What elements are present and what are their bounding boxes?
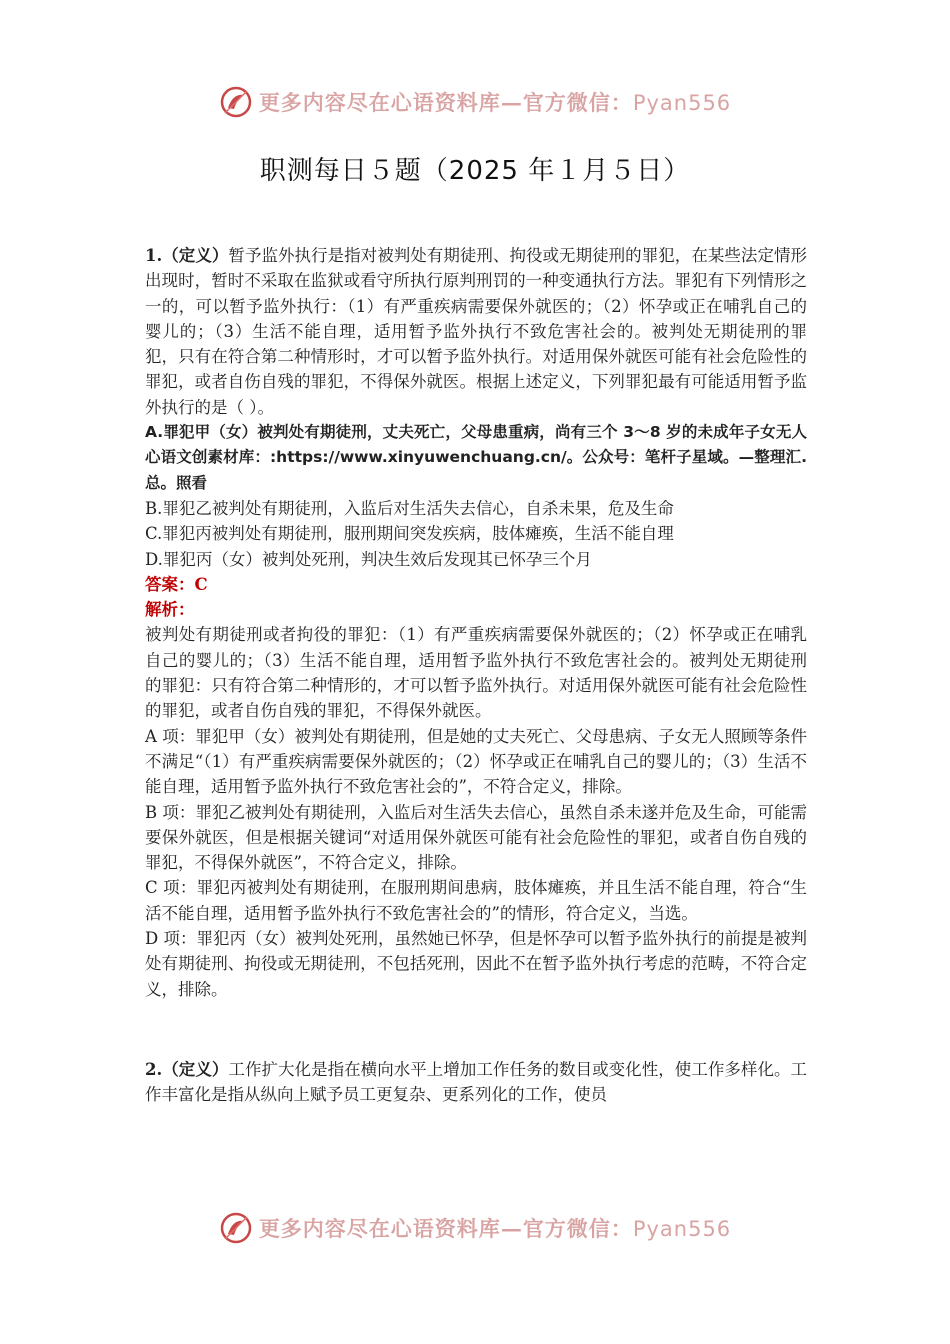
document-body [145, 243, 807, 1108]
answer-label: 答案：C [145, 574, 208, 594]
option-c: C.罪犯丙被判处有期徒刑，服刑期间突发疾病，肢体瘫痪，生活不能自理 [145, 524, 674, 544]
analysis-b: B 项：罪犯乙被判处有期徒刑，入监后对生活失去信心，虽然自杀未遂并危及生命，可能需要保外就医，但是根据关键词“对适用保外就医可能有社会危险性的罪犯，或者自伤自残的罪犯，不得保外就医”，不符合定义，排除。 [145, 802, 807, 873]
page-title: 职测每日５题（2025 年１月５日） [259, 156, 691, 186]
question-1-stem: 1.（定义）暂予监外执行是指对被判处有期徒刑、拘役或无期徒刑的罪犯，在某些法定情形出现时，暂时不采取在监狱或看守所执行原判刑罚的一种变通执行方法。罪犯有下列情形之一的，可以暂予监外执行：（1）有严重疾病需要保外就医的；（2）怀孕或正在哺乳自己的婴儿的；（3）生活不能自理，适用暂予监外执行不致危害社会的。被判处无期徒刑的罪犯，只有在符合第二种情形时，才可以暂予监外执行。对适用保外就医可能有社会危险性的罪犯，或者自伤自残的罪犯，不得保外就医。根据上述定义，下列罪犯最有可能适用暂予监外执行的是（ ）。 [145, 246, 808, 417]
banner-text: 更多内容尽在心语资料库—官方微信：Pyan556 [258, 90, 732, 115]
analysis-d: D 项：罪犯丙（女）被判处死刑，虽然她已怀孕，但是怀孕可以暂予监外执行的前提是被判处有期徒刑、拘役或无期徒刑，不包括死刑，因此不在暂予监外执行考虑的范畴，不符合定义，排除。 [145, 929, 807, 999]
question-2-stem: 2.（定义）工作扩大化是指在横向水平上增加工作任务的数目或变化性，使工作多样化。工作丰富化是指从纵向上赋予员工更复杂、更系列化的工作，使员 [145, 1059, 808, 1105]
analysis-a: A 项：罪犯甲（女）被判处有期徒刑，但是她的丈夫死亡、父母患病、子女无人照顾等条件不满足“（1）有严重疾病需要保外就医的；（2）怀孕或正在哺乳自己的婴儿的；（3）生活不能自理，适用暂予监外执行不致危害社会的”，不符合定义，排除。 [145, 726, 807, 797]
header-banner [0, 82, 950, 122]
option-a: A.罪犯甲（女）被判处有期徒刑，丈夫死亡，父母患重病，尚有三个 3～8 岁的未成年子女无人心语文创素材库：:https://www.xinyuwenchuang.cn/。公众号：笔杆子星域。—整理汇.总。照看 [145, 423, 807, 492]
option-d: D.罪犯丙（女）被判处死刑，判决生效后发现其已怀孕三个月 [145, 549, 592, 569]
brand-logo-icon [219, 85, 253, 119]
option-b: B.罪犯乙被判处有期徒刑，入监后对生活失去信心，自杀未果，危及生命 [145, 498, 674, 518]
analysis-label: 解析： [145, 600, 195, 620]
footer-banner [0, 1208, 950, 1248]
brand-logo-icon [219, 1211, 253, 1245]
banner-text: 更多内容尽在心语资料库—官方微信：Pyan556 [258, 1216, 732, 1241]
analysis-c: C 项：罪犯丙被判处有期徒刑，在服刑期间患病，肢体瘫痪，并且生活不能自理，符合“生活不能自理，适用暂予监外执行不致危害社会的”的情形，符合定义，当选。 [145, 878, 807, 923]
analysis-intro: 被判处有期徒刑或者拘役的罪犯：（1）有严重疾病需要保外就医的；（2）怀孕或正在哺乳自己的婴儿的；（3）生活不能自理，适用暂予监外执行不致危害社会的。被判处无期徒刑的罪犯：只有符合第二种情形的，才可以暂予监外执行。对适用保外就医可能有社会危险性的罪犯，或者自伤自残的罪犯，不得保外就医。 [145, 625, 807, 721]
